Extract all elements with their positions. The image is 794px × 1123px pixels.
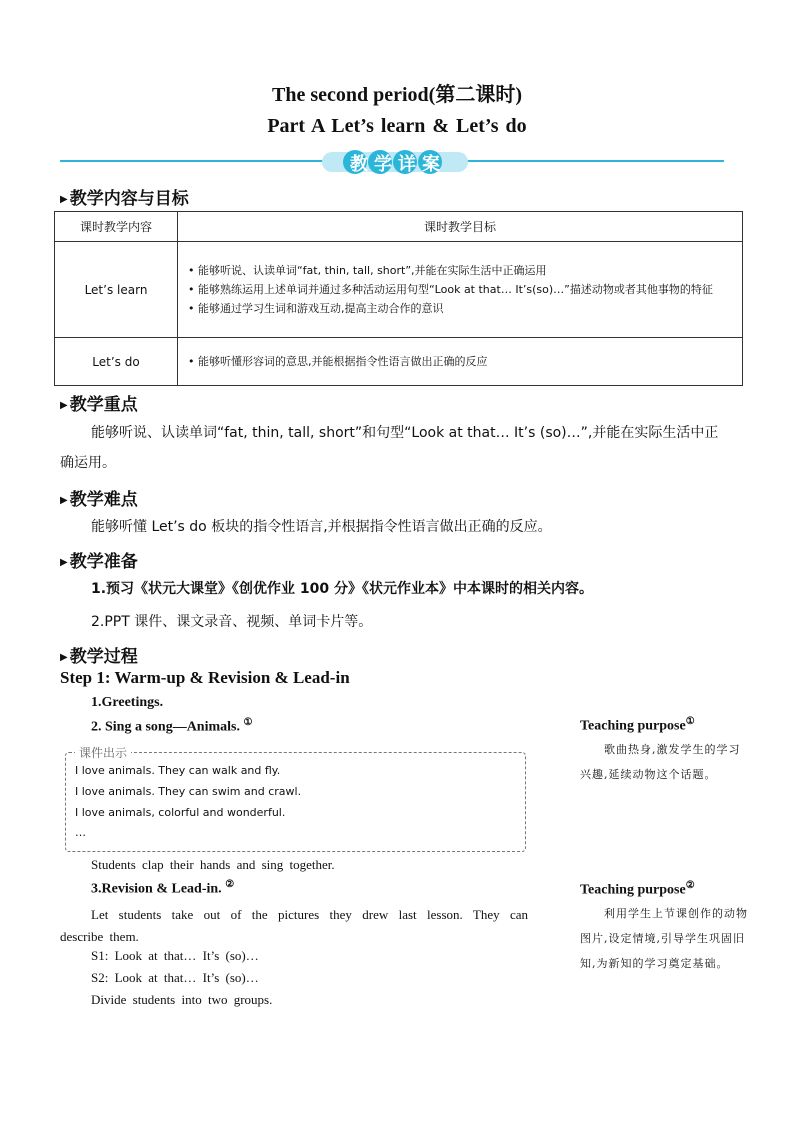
slide-box-label: 课件出示 xyxy=(75,744,131,761)
goal-item: • 能够听说、认读单词“fat, thin, tall, short”,并能在实际生活中正确运用 xyxy=(188,264,547,277)
banner-text: 教学详案 xyxy=(350,154,446,175)
goal-item: • 能够听懂形容词的意思,并能根据指令性语言做出正确的反应 xyxy=(188,355,488,368)
section-process: ▶ 教学过程 xyxy=(60,647,138,667)
lyric-line: I love animals. They can walk and fly. xyxy=(75,764,281,777)
lyric-line: I love animals, colorful and wonderful. xyxy=(75,806,286,819)
greetings: 1.Greetings. xyxy=(91,695,164,710)
section-content-goals: ▶ 教学内容与目标 xyxy=(60,189,189,209)
dialogue-s2: S2: Look at that… It’s (so)… xyxy=(91,970,259,985)
song-item: 2. Sing a song—Animals. ① xyxy=(91,717,253,735)
clap-text: Students clap their hands and sing together. xyxy=(91,857,335,872)
table-header-row xyxy=(55,212,743,242)
footnote-mark: ② xyxy=(225,879,235,890)
objectives-table xyxy=(54,211,743,386)
revision-item: 3.Revision & Lead-in. ② xyxy=(91,879,235,897)
table-row xyxy=(55,242,743,338)
page-subtitle: Part A Let’s learn & Let’s do xyxy=(267,115,527,137)
section-key-points: ▶ 教学重点 xyxy=(60,395,138,415)
row-goals xyxy=(178,338,743,386)
teaching-purpose-label: Teaching purpose① xyxy=(580,716,695,734)
row-content: Let’s do xyxy=(55,338,178,386)
teaching-purpose-text: 歌曲热身,激发学生的学习兴趣,延续动物这个话题。 xyxy=(580,743,741,781)
goal-item: • 能够通过学习生词和游戏互动,提高主动合作的意识 xyxy=(188,302,444,315)
table-header-goals: 课时教学目标 xyxy=(178,212,743,242)
goal-item: • 能够熟练运用上述单词并通过多种活动运用句型“Look at that… It’s(so)…”描述动物或者其他事物的特征 xyxy=(188,283,713,296)
lyric-line: I love animals. They can swim and crawl. xyxy=(75,785,302,798)
preparation-item-1: 1.预习《状元大课堂》《创优作业 100 分》《状元作业本》中本课时的相关内容。 xyxy=(91,581,594,597)
table-row xyxy=(55,338,743,386)
row-goals xyxy=(178,242,743,338)
divide-text: Divide students into two groups. xyxy=(91,992,273,1007)
section-difficulties: ▶ 教学难点 xyxy=(60,490,138,510)
step-title: Step 1: Warm-up & Revision & Lead-in xyxy=(60,668,350,687)
page-title: The second period(第二课时) xyxy=(272,84,522,106)
revision-text: Let students take out of the pictures they drew last lesson. They can describe them. xyxy=(60,907,528,944)
teaching-purpose-label: Teaching purpose② xyxy=(580,880,695,898)
difficulties-text: 能够听懂 Let’s do 板块的指令性语言,并根据指令性语言做出正确的反应。 xyxy=(91,519,552,535)
row-content: Let’s learn xyxy=(55,242,178,338)
lyric-line: … xyxy=(75,826,86,839)
dialogue-s1: S1: Look at that… It’s (so)… xyxy=(91,948,259,963)
section-preparation: ▶ 教学准备 xyxy=(60,552,138,572)
key-points-text: 能够听说、认读单词“fat, thin, tall, short”和句型“Look at that… It’s (so)…”,并能在实际生活中正确运用。 xyxy=(60,425,719,471)
preparation-item-2: 2.PPT 课件、课文录音、视频、单词卡片等。 xyxy=(91,614,373,630)
footnote-mark: ① xyxy=(243,717,253,728)
teaching-purpose-text: 利用学生上节课创作的动物图片,设定情境,引导学生巩固旧知,为新知的学习奠定基础。 xyxy=(580,907,748,970)
table-header-content: 课时教学内容 xyxy=(55,212,178,242)
